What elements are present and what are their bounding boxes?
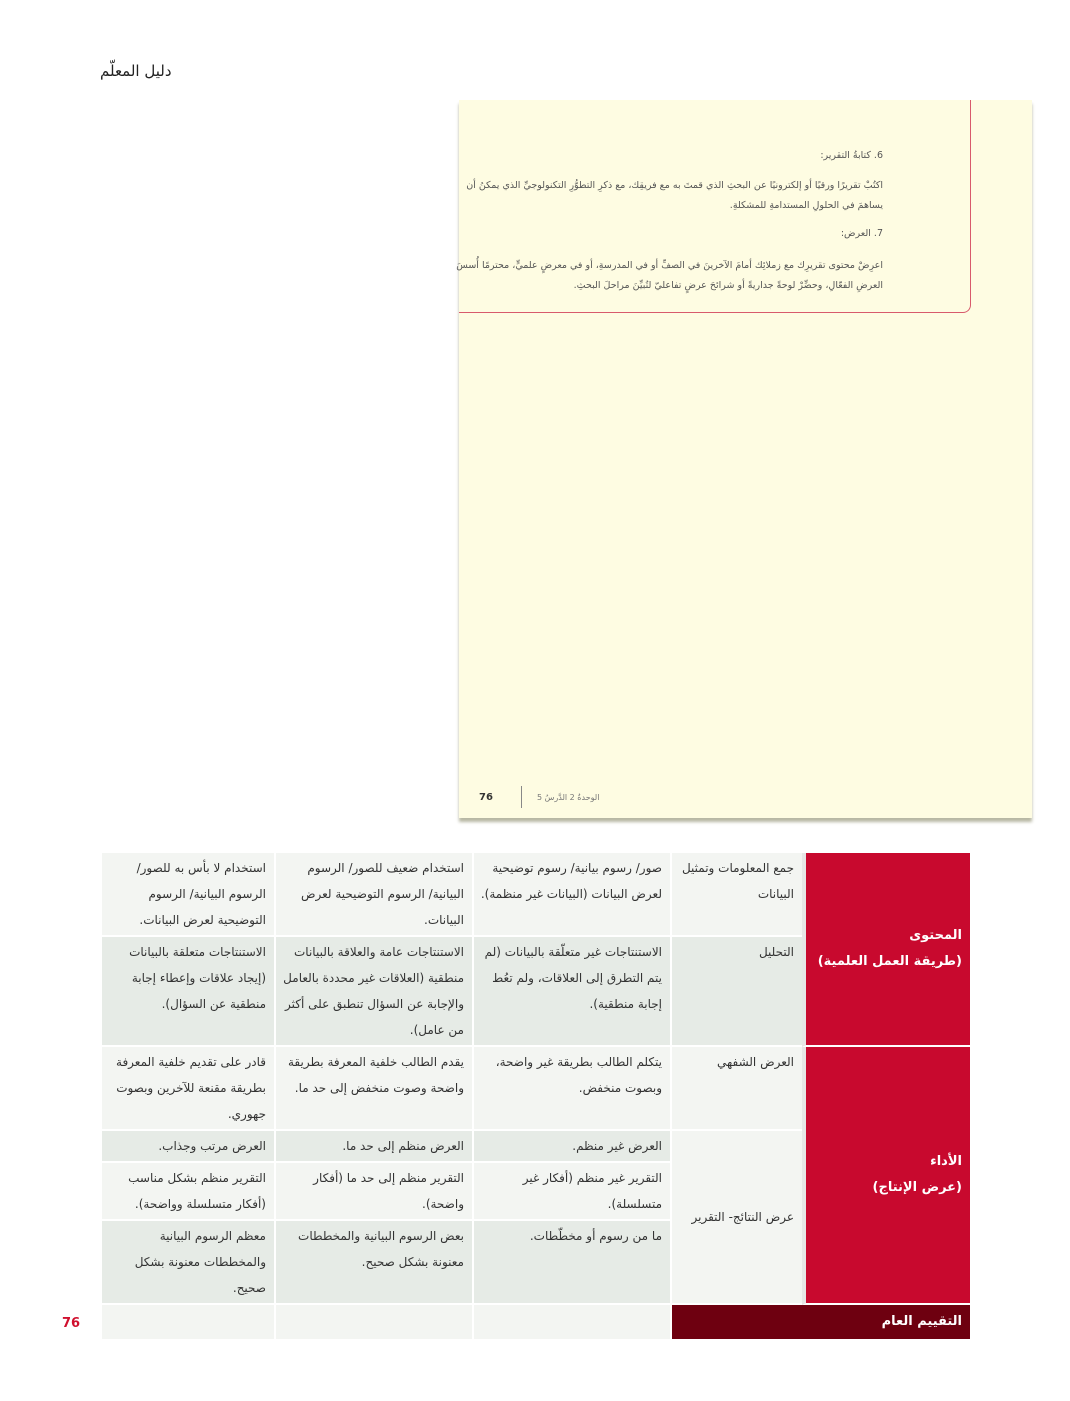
category-content [802,853,970,1047]
table-row [100,1305,970,1341]
footer-divider [521,786,522,808]
level2-cell: الاستنتاجات عامة والعلاقة بالبيانات منطقية (العلاقات غير محددة بالعامل والإجابة عن السؤال تنطبق على أكثر من عامل). [274,937,472,1047]
level3-cell: التقرير منظم بشكل مناسب (أفكار متسلسلة وواضحة). [100,1163,274,1221]
item6-heading: 6. كتابةُ التقرير: [820,150,883,161]
item7-heading: 7. العرض: [840,228,883,239]
book-unit-lesson: الوحدةُ 2 الدَّرسُ 5 [537,793,600,802]
criterion-cell: العرض الشفهي [670,1047,802,1131]
level3-cell: الاستنتاجات متعلقة بالبيانات (إيجاد علاقات وإعطاء إجابة منطقية عن السؤال). [100,937,274,1047]
category-content-subtitle: (طريقة العمل العلمية) [817,954,962,969]
category-content-title: المحتوى [909,928,962,943]
table-row [100,853,970,937]
level2-cell: يقدم الطالب خلفية المعرفة بطريقة واضحة وصوت منخفض إلى حد ما. [274,1047,472,1131]
page-header-title: دليل المعلّم [100,62,172,80]
level1-cell: التقرير غير منظم (أفكار غير متسلسلة). [472,1163,670,1221]
table-row [100,1047,970,1131]
level2-cell: التقرير منظم إلى حد ما (أفكار واضحة). [274,1163,472,1221]
category-performance-title: الأداء [930,1154,962,1169]
level1-cell: يتكلم الطالب بطريقة غير واضحة، وبصوت منخفض. [472,1047,670,1131]
level1-cell: ما من رسوم أو مخطّطات. [472,1221,670,1305]
level2-cell: بعض الرسوم البيانية والمخططات معنونة بشكل صحيح. [274,1221,472,1305]
level3-cell: معظم الرسوم البيانية والمخططات معنونة بشكل صحيح. [100,1221,274,1305]
book-page-footer [479,792,600,808]
criterion-cell: عرض النتائج- التقرير [670,1131,802,1305]
overall-assessment-label: التقييم العام [670,1305,970,1341]
criterion-cell: التحليل [670,937,802,1047]
assessment-rubric-table [100,853,970,1341]
student-book-page [456,100,1032,818]
item7-body: اعرِضْ محتوى تقريرِك مع زملائِك أمامَ الآخرينَ في الصفِّ أو في المدرسةِ، أو في معرضٍ علميٍّ، محترمًا أُسسَ العرضِ الفعّالِ، وحضِّرْ لوحةً جداريةً أو شرائحَ عرضٍ تفاعليّ لتُبيِّنَ مراحلَ البحثِ. [456,260,883,291]
criterion-cell: جمع المعلومات وتمثيل البيانات [670,853,802,937]
book-page-number: 76 [479,792,493,803]
level2-cell: استخدام ضعيف للصور/ الرسوم البيانية/ الرسوم التوضيحية لعرض البيانات. [274,853,472,937]
item6-body: اكتُبْ تقريرًا ورقيًا أو إلكترونيًا عن البحثِ الذي قمتَ به مع فريقِك، مع ذكرِ التطوُّرِ التكنولوجيِّ الذي يمكنُ أن يساهمَ في الحلولِ المستدامةِ للمشكلةِ. [466,180,883,211]
activity-box [456,100,971,313]
category-performance [802,1047,970,1305]
level2-cell: العرض منظم إلى حد ما. [274,1131,472,1163]
overall-cell [274,1305,472,1341]
category-performance-subtitle: (عرض الإنتاج) [872,1180,962,1195]
overall-cell [100,1305,274,1341]
level1-cell: الاستنتاجات غير متعلّقة بالبيانات (لم يتم التطرق إلى العلاقات، ولم تعُط إجابة منطقية). [472,937,670,1047]
level1-cell: صور/ رسوم بيانية/ رسوم توضيحية لعرض البيانات (البيانات غير منظمة). [472,853,670,937]
overall-cell [472,1305,670,1341]
level1-cell: العرض غير منظم. [472,1131,670,1163]
level3-cell: استخدام لا بأس به للصور/ الرسوم البيانية/ الرسوم التوضيحية لعرض البيانات. [100,853,274,937]
level3-cell: العرض مرتب وجذاب. [100,1131,274,1163]
level3-cell: قادر على تقديم خلفية المعرفة بطريقة مقنعة للآخرين وبصوت جهوري. [100,1047,274,1131]
page-number: 76 [62,1316,81,1331]
